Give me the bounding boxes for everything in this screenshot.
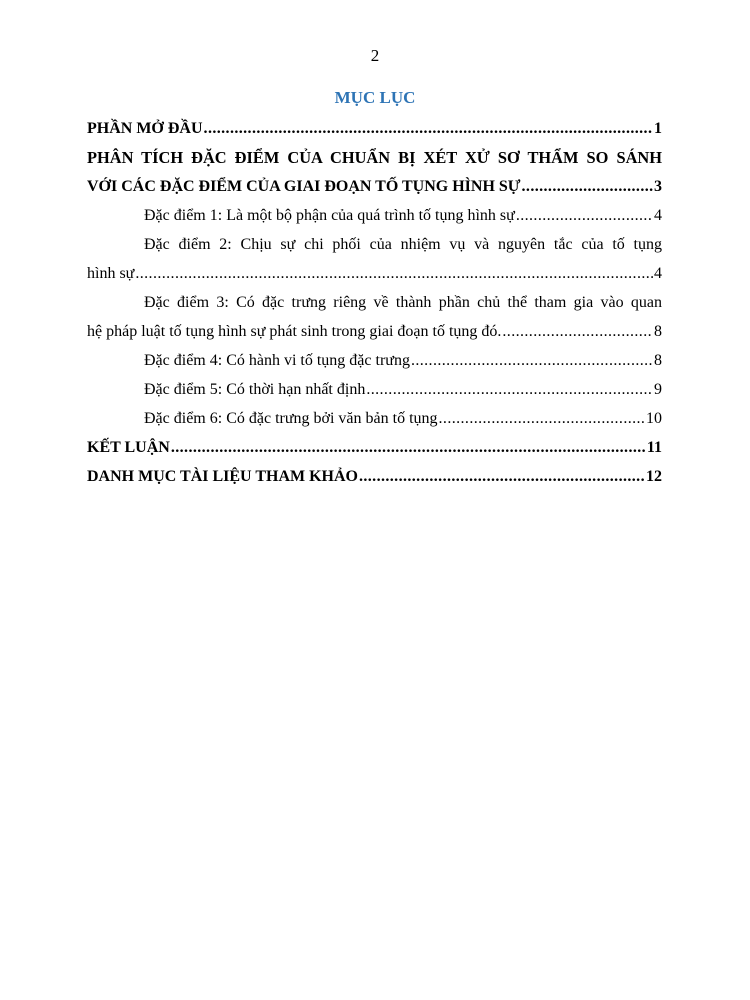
toc-entry-analysis-line1[interactable]: PHÂN TÍCH ĐẶC ĐIỂM CỦA CHUẨN BỊ XÉT XỬ SƠ THẨM SO SÁNH <box>87 148 662 167</box>
toc-entry-feature3[interactable] <box>87 317 662 346</box>
page-number: 2 <box>370 46 380 65</box>
toc-entry-feature1[interactable] <box>87 201 662 230</box>
toc-page-number: 4 <box>654 265 662 282</box>
toc-entry-feature2[interactable] <box>87 259 662 288</box>
toc-page-number: 10 <box>646 410 662 427</box>
table-of-contents <box>87 114 662 491</box>
toc-page-number: 9 <box>654 381 662 398</box>
toc-entry-analysis[interactable] <box>87 172 662 201</box>
dot-leader <box>522 172 653 201</box>
toc-entry-text: hệ pháp luật tố tụng hình sự phát sinh trong giai đoạn tố tụng đó. <box>87 323 502 340</box>
toc-page-number: 8 <box>654 323 662 340</box>
dot-leader <box>204 114 653 143</box>
dot-leader <box>366 375 653 404</box>
toc-entry-feature6[interactable] <box>87 404 662 433</box>
toc-entry-text: Đặc điểm 6: Có đặc trưng bởi văn bản tố tụng <box>144 410 438 427</box>
toc-page-number: 1 <box>654 120 662 137</box>
toc-entry-text: hình sự <box>87 265 135 282</box>
toc-entry-text: Đặc điểm 4: Có hành vi tố tụng đặc trưng <box>144 352 410 369</box>
dot-leader <box>135 259 653 288</box>
toc-entry-feature5[interactable] <box>87 375 662 404</box>
toc-entry-text: VỚI CÁC ĐẶC ĐIỂM CỦA GIAI ĐOẠN TỐ TỤNG HÌNH SỰ <box>87 178 521 195</box>
toc-title: MỤC LỤC <box>334 88 416 107</box>
toc-page-number: 8 <box>654 352 662 369</box>
toc-entry-feature2-line1[interactable]: Đặc điểm 2: Chịu sự chi phối của nhiệm vụ và nguyên tắc của tố tụng <box>144 236 662 253</box>
toc-entry-text: Đặc điểm 5: Có thời hạn nhất định <box>144 381 366 398</box>
toc-entry-feature3-line1[interactable]: Đặc điểm 3: Có đặc trưng riêng về thành phần chủ thể tham gia vào quan <box>144 294 662 311</box>
toc-page-number: 11 <box>646 439 662 456</box>
toc-entry-conclusion[interactable] <box>87 433 662 462</box>
dot-leader <box>439 404 645 433</box>
toc-entry-feature4[interactable] <box>87 346 662 375</box>
toc-entry-text: DANH MỤC TÀI LIỆU THAM KHẢO <box>87 468 358 485</box>
toc-entry-text: Đặc điểm 1: Là một bộ phận của quá trình tố tụng hình sự <box>144 207 515 224</box>
toc-page-number: 4 <box>654 207 662 224</box>
dot-leader <box>502 317 653 346</box>
dot-leader <box>359 462 645 491</box>
dot-leader <box>516 201 653 230</box>
toc-page-number: 3 <box>654 178 662 195</box>
toc-entry-text: PHẦN MỞ ĐẦU <box>87 120 203 137</box>
toc-entry-intro[interactable] <box>87 114 662 143</box>
dot-leader <box>171 433 646 462</box>
toc-entry-references[interactable] <box>87 462 662 491</box>
toc-entry-text: KẾT LUẬN <box>87 439 170 456</box>
toc-page-number: 12 <box>646 468 662 485</box>
dot-leader <box>411 346 653 375</box>
